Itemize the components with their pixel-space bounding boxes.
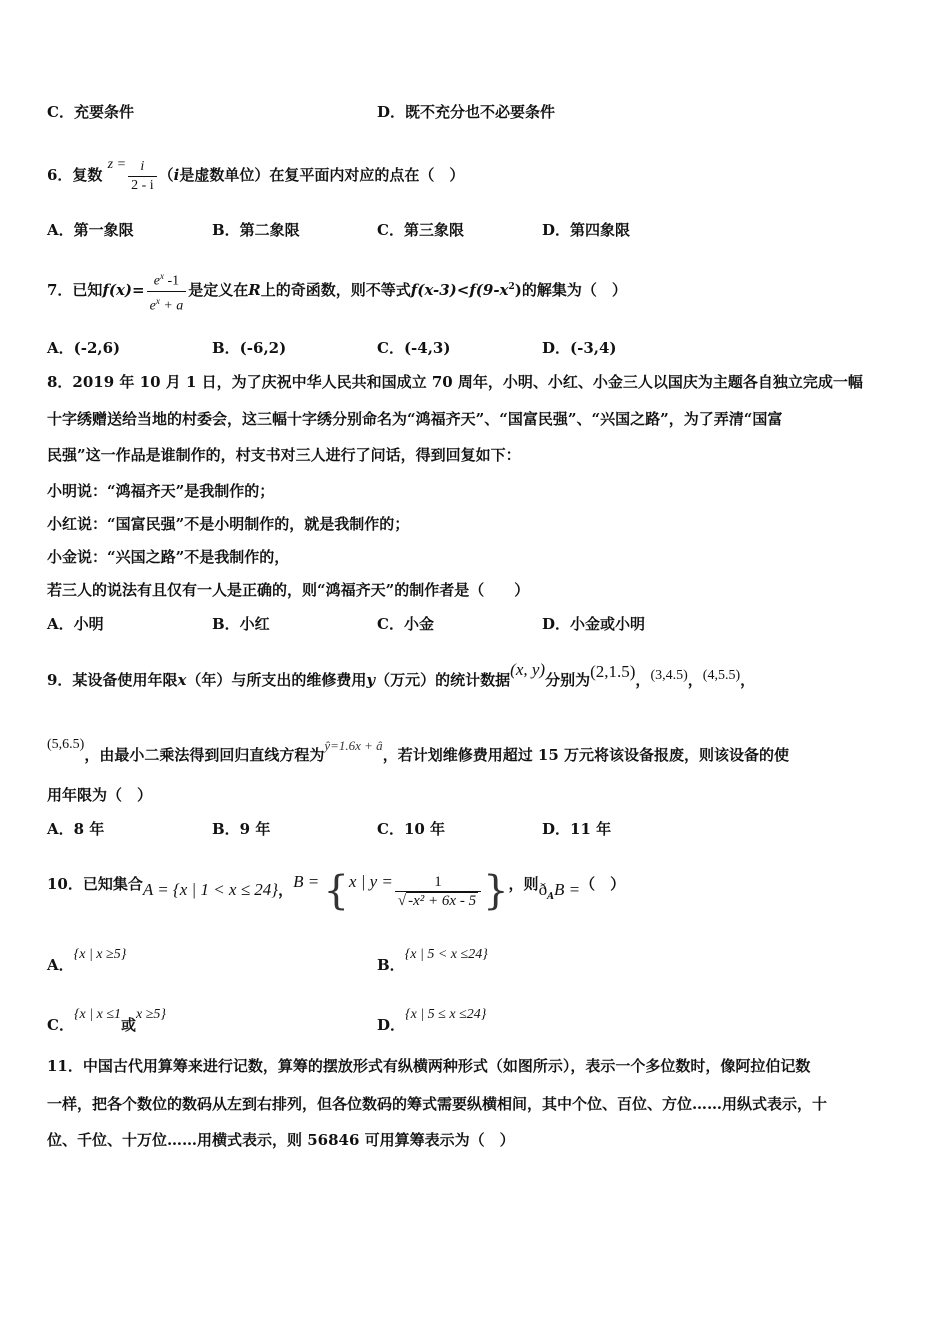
q10-option-c-set-1: {x | x ≤1 [73, 1007, 122, 1022]
q6-z-eq: z = [107, 157, 127, 172]
q8-line-5: 小红说：“国富民强”不是小明制作的，就是我制作的； [47, 515, 410, 533]
q10-option-c-or: 或 [121, 1016, 137, 1034]
q7-num-sup: x [159, 270, 164, 281]
q9-option-c[interactable]: C．10 年 [377, 820, 446, 838]
q10-option-a-label: A． [47, 956, 74, 974]
q8-option-d[interactable]: D．小金或小明 [542, 615, 646, 633]
q10-frac-num: 1 [395, 873, 481, 892]
q7-option-b[interactable]: B．(-6,2) [212, 339, 287, 357]
q11-line-3: 位、千位、十万位……用横式表示，则 56846 可用算筹表示为（ ） [47, 1131, 515, 1149]
q6-fraction [128, 158, 157, 195]
q9-regression-eq: ŷ=1.6x + â [324, 738, 383, 753]
q7-tail: 的解集为（ ） [521, 281, 627, 299]
q10-tail-pre: ，则 [508, 875, 539, 893]
q11-line-1: 11．中国古代用算筹来进行记数，算筹的摆放形式有纵横两种形式（如图所示），表示一个多位数时，像阿拉伯记数 [47, 1057, 811, 1075]
q10-option-c-set-2: x ≥5} [136, 1007, 167, 1022]
q10-complement-sub: A [547, 892, 555, 902]
q9-line-1 [47, 660, 755, 690]
q10-sep: ， [278, 881, 294, 899]
q9-label: 9．某设备使用年限 [47, 671, 178, 689]
q7-num-base: e [153, 273, 160, 289]
q9-comma-3: ， [740, 671, 756, 689]
q6-paren-open: （ [158, 166, 174, 184]
q6-option-a[interactable]: A．第一象限 [47, 221, 134, 239]
q6-question [47, 135, 464, 205]
q10-label: 10．已知集合 [47, 875, 143, 893]
q10-complement-b: B = [554, 880, 581, 899]
q8-line-6: 小金说：“兴国之路”不是我制作的， [47, 548, 290, 566]
q7-inequality: f(x-3)<f(9-x [410, 281, 509, 299]
q7-ineq-tail: ) [514, 281, 522, 299]
q9-part6: ，若计划维修费用超过 15 万元将该设备报废，则该设备的使 [382, 746, 790, 764]
q7-num-tail: -1 [163, 273, 180, 289]
q9-x: x [177, 671, 187, 689]
q7-den-base: e [149, 298, 156, 314]
q10-option-a-set: {x | x ≥5} [73, 947, 127, 962]
q7-middle2: 上的奇函数，则不等式 [260, 281, 411, 299]
q9-point-4: (5,6.5) [47, 737, 85, 752]
q6-option-b[interactable]: B．第二象限 [212, 221, 300, 239]
q7-option-a[interactable]: A．(-2,6) [47, 339, 121, 357]
q9-option-b[interactable]: B．9 年 [212, 820, 271, 838]
q9-point-3: (4,5.5) [702, 668, 741, 683]
q11-line-2: 一样，把各个数位的数码从左到右排列，但各位数码的筹式需要纵横相间，其中个位、百位、方位……用纵式表示，十 [47, 1095, 828, 1113]
q10-question: 10．已知集合A = {x | 1 < x ≤ 24}，B = {x | y = $\frac{1}{\text{√ -x² + 6x - 5}}$ }，则$ð_AB$ =（ ） [47, 868, 626, 914]
q7-fx: f(x)= [102, 281, 145, 299]
q9-comma-2: ， [687, 671, 703, 689]
q10-frac-den: -x² + 6x - 5 [408, 892, 477, 909]
q10-option-c-label: C． [47, 1016, 74, 1034]
q10-tail: （ ） [580, 875, 626, 893]
q10-set-b-label: B = [293, 872, 324, 891]
q10-fraction: $\frac{1}{\text{√ -x² + 6x - 5}}$ [395, 873, 481, 910]
q9-option-d[interactable]: D．11 年 [542, 820, 612, 838]
q5-option-d[interactable]: D．既不充分也不必要条件 [377, 103, 556, 121]
q8-line-4: 小明说：“鸿福齐天”是我制作的； [47, 482, 275, 500]
q10-option-a[interactable] [47, 935, 126, 985]
q6-tail: 是虚数单位）在复平面内对应的点在（ ） [179, 166, 465, 184]
q7-den-tail: + a [159, 298, 184, 314]
q6-frac-den: 2 - i [131, 177, 154, 193]
q5-option-c[interactable]: C．充要条件 [47, 103, 134, 121]
q8-line-3: 民强”这一作品是谁制作的，村支书对三人进行了问话，得到回复如下： [47, 446, 521, 464]
q8-line-2: 十字绣赠送给当地的村委会，这三幅十字绣分别命名为“鸿福齐天”、“国富民强”、“兴国之路”，为了弄清“国富 [47, 410, 783, 428]
q10-option-b-label: B． [377, 956, 405, 974]
q8-option-b[interactable]: B．小红 [212, 615, 270, 633]
q9-point-2: (3,4.5) [650, 668, 688, 683]
q10-set-a: A = {x | 1 < x ≤ 24} [142, 880, 279, 899]
q8-option-c[interactable]: C．小金 [377, 615, 434, 633]
q9-comma-1: ， [635, 671, 651, 689]
q9-part5: ，由最小二乘法得到回归直线方程为 [84, 746, 325, 764]
q9-part4: 分别为 [545, 671, 591, 689]
q7-option-d[interactable]: D．(-3,4) [542, 339, 617, 357]
q7-den-sup: x [155, 295, 160, 306]
q6-label: 6．复数 [47, 166, 103, 184]
q9-y: y [366, 671, 376, 689]
q6-option-c[interactable]: C．第三象限 [377, 221, 464, 239]
q7-label: 7．已知 [47, 281, 103, 299]
q7-option-c[interactable]: C．(-4,3) [377, 339, 451, 357]
q7-question [47, 255, 627, 322]
q9-point-1: (2,1.5) [590, 662, 636, 681]
q7-R: R [248, 281, 261, 299]
q9-line-3: 用年限为（ ） [47, 786, 153, 804]
q8-line-1: 8．2019 年 10 月 1 日，为了庆祝中华人民共和国成立 70 周年，小明、小红、小金三人以国庆为主题各自独立完成一幅 [47, 373, 863, 391]
q10-complement-symbol: ð [538, 880, 548, 899]
q8-option-a[interactable]: A．小明 [47, 615, 104, 633]
q9-part3: （万元）的统计数据 [375, 671, 511, 689]
q9-part2: （年）与所支出的维修费用 [186, 671, 367, 689]
q6-option-d[interactable]: D．第四象限 [542, 221, 631, 239]
q7-middle: 是定义在 [188, 281, 249, 299]
q10-option-d-label: D． [377, 1016, 406, 1034]
q6-frac-num: i [128, 158, 157, 177]
q10-option-b[interactable] [377, 935, 488, 985]
q7-fraction [147, 267, 187, 315]
q9-option-a[interactable]: A．8 年 [47, 820, 105, 838]
q9-line-2 [47, 735, 789, 765]
q10-option-d[interactable] [377, 995, 486, 1045]
q10-option-c[interactable] [47, 995, 166, 1045]
q10-option-d-set: {x | 5 ≤ x ≤24} [405, 1007, 487, 1022]
q9-xy-pair: (x, y) [510, 660, 546, 679]
q10-set-b-inner: x | y = [348, 872, 393, 891]
q7-ineq-sup: 2 [508, 282, 515, 292]
q6-i-var: i [173, 166, 180, 184]
q8-line-7: 若三人的说法有且仅有一人是正确的，则“鸿福齐天”的制作者是（ ） [47, 581, 530, 599]
q10-option-b-set: {x | 5 < x ≤24} [404, 947, 488, 962]
